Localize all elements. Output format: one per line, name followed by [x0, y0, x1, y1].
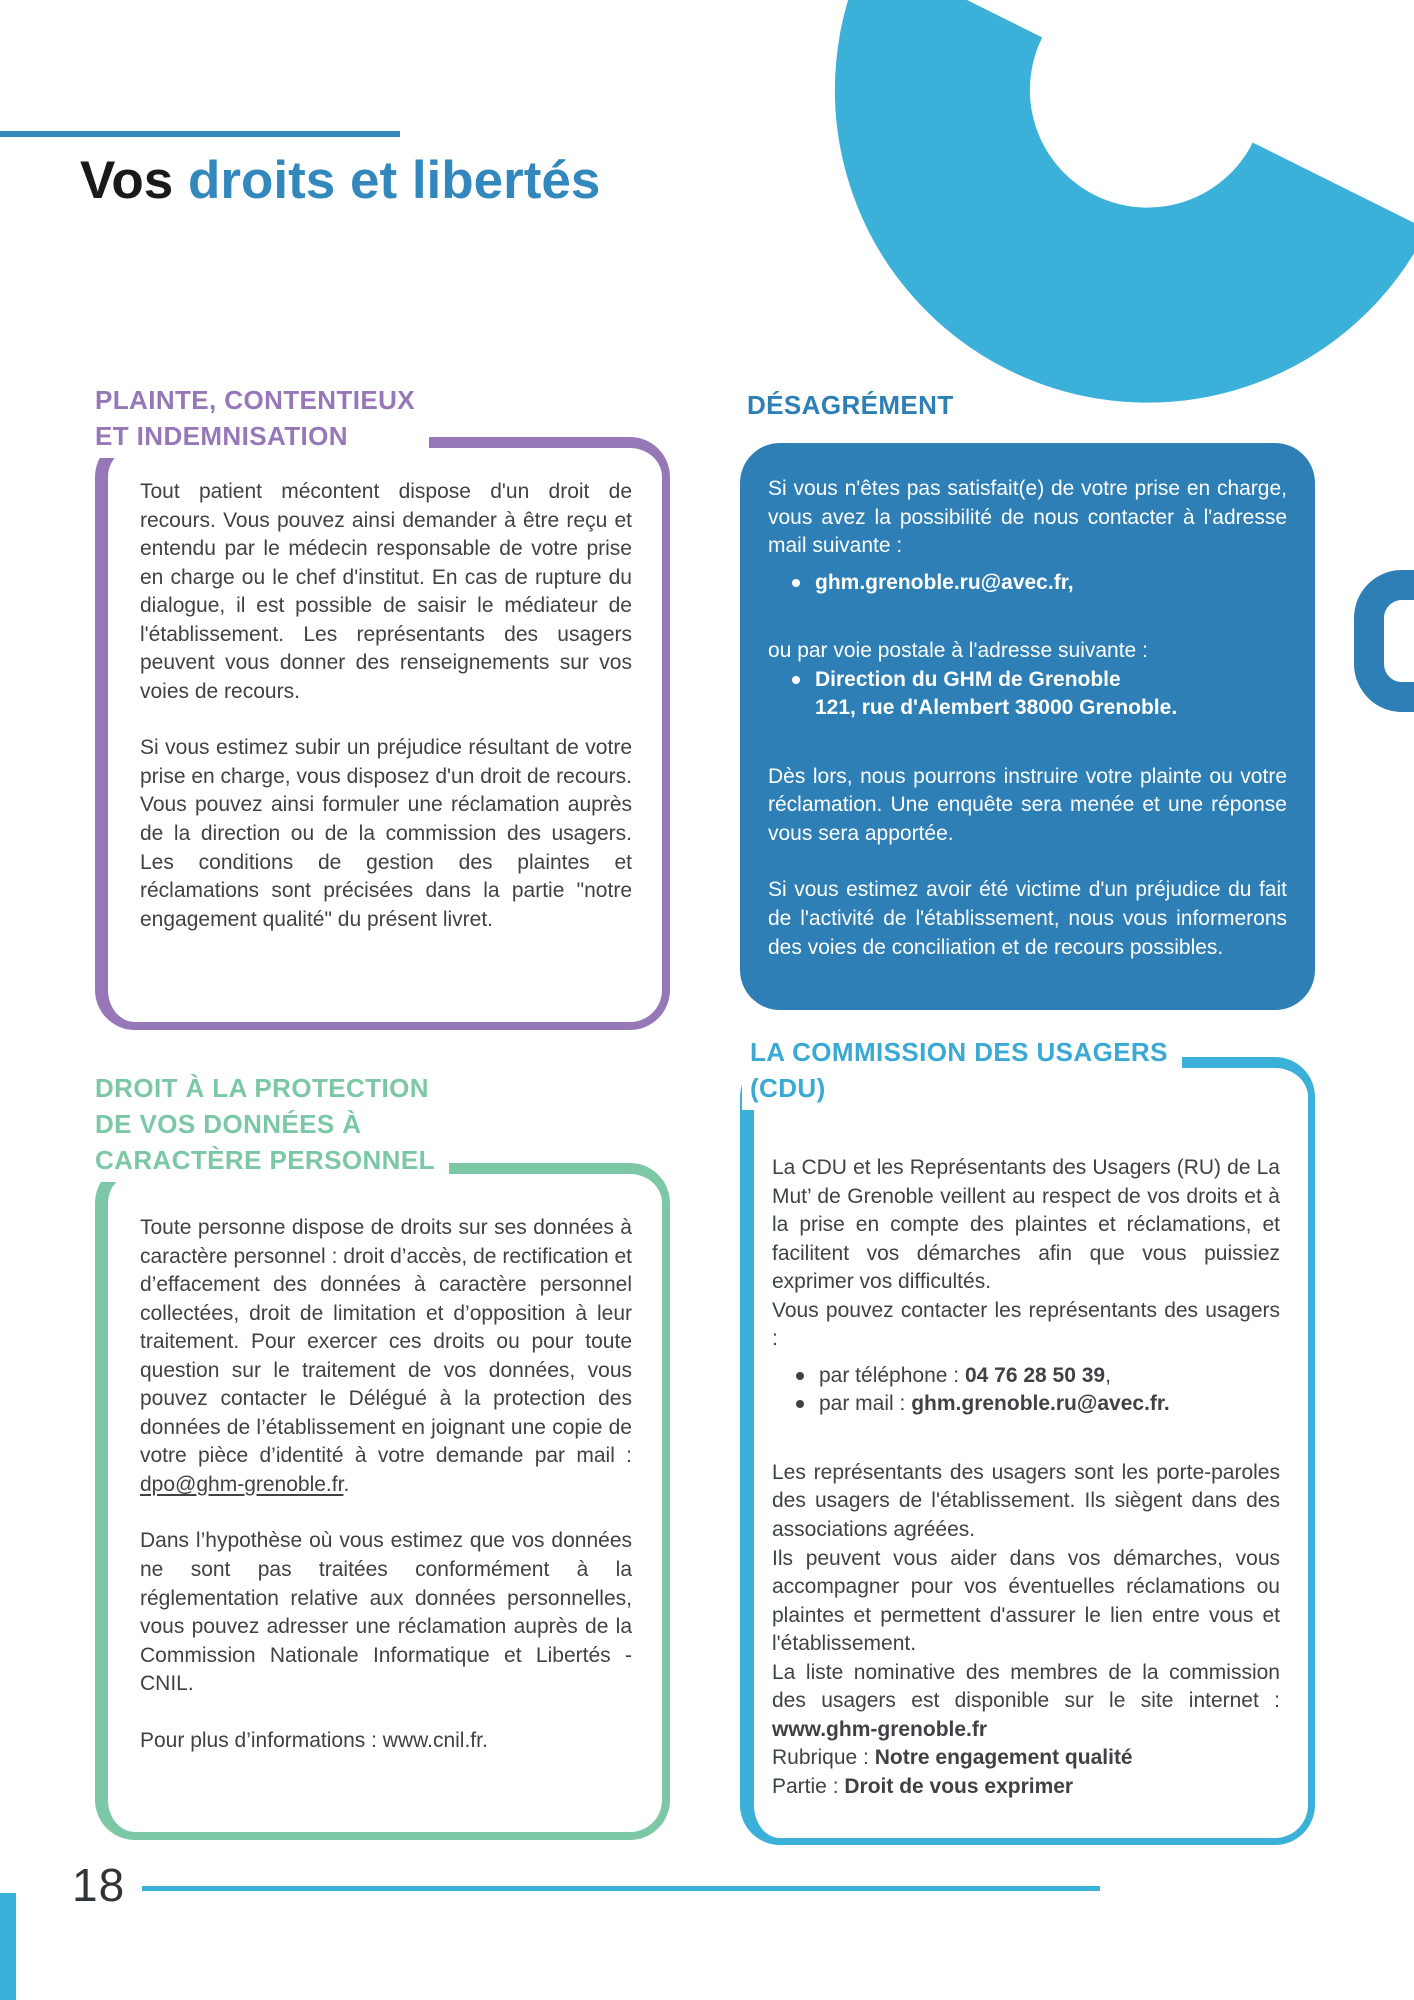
header-accent-line — [0, 131, 400, 137]
desagrement-paragraph-2: ou par voie postale à l'adresse suivante : — [768, 639, 1148, 663]
cdu-paragraph-6: Rubrique : Notre engagement qualité — [772, 1746, 1133, 1770]
cdu-paragraph-1: La CDU et les Représentants des Usagers (RU) de La Mut’ de Grenoble veillent au respect de vos droits et à la prise en compte des plaintes et réclamations, et facilitent vos démarches afin que vous puissiez exprimer vos difficultés. — [772, 1156, 1280, 1294]
desagrement-paragraph-1: Si vous n'êtes pas satisfait(e) de votre prise en charge, vous avez la possibilité de nous contacter à l'adresse mail suivante : — [768, 477, 1287, 558]
page-title — [80, 150, 600, 211]
donnees-paragraph-2: Dans l’hypothèse où vous estimez que vos données ne sont pas traitées conformément à la réglementation relative aux données personnelles, vous pouvez adresser une réclamation auprès de la Commission Nationale Informatique et Libertés - CNIL. — [140, 1529, 632, 1696]
desagrement-paragraph-4: Si vous estimez avoir été victime d'un préjudice du fait de l'activité de l'établissement, nous vous informerons des voies de conciliation et de recours possibles. — [768, 878, 1287, 959]
cdu-website-url: www.ghm-grenoble.fr — [772, 1717, 988, 1741]
plainte-paragraph-2: Si vous estimez subir un préjudice résultant de votre prise en charge, vous disposez d'un droit de recours. Vous pouvez ainsi formuler une réclamation auprès de la direction ou de la commission des usagers. Les conditions de gestion des plaintes et réclamations sont précisées dans la partie "notre engagement qualité" du présent livret. — [140, 736, 632, 931]
section-heading-desagrement: DÉSAGRÉMENT — [747, 390, 954, 420]
cdu-box — [740, 1057, 1315, 1845]
cdu-paragraph-4: Ils peuvent vous aider dans vos démarches, vous accompagner pour vos éventuelles réclamations ou plaintes et permettent d'assurer le lien entre vous et l'établissement. — [772, 1546, 1280, 1656]
plainte-paragraph-1: Tout patient mécontent dispose d'un droit de recours. Vous pouvez ainsi demander à être reçu et entendu par le médecin responsable de votre prise en charge ou le chef d'institut. En cas de rupture du dialogue, il est possible de saisir le médiateur de l'établissement. Les représentants des usagers peuvent vous donner des renseignements sur vos voies de recours. — [140, 480, 632, 703]
plainte-box — [95, 437, 670, 1030]
donnees-box — [95, 1163, 670, 1840]
footer-edge-bar — [0, 1893, 16, 2000]
desagrement-paragraph-3: Dès lors, nous pourrons instruire votre plainte ou votre réclamation. Une enquête sera menée et une réponse vous sera apportée. — [768, 764, 1287, 845]
postal-address: Direction du GHM de Grenoble 121, rue d'Alembert 38000 Grenoble. — [815, 667, 1178, 720]
donnees-paragraph-3: Pour plus d’informations : www.cnil.fr. — [140, 1728, 488, 1752]
page-title-blue: droits et libertés — [188, 151, 601, 210]
cdu-paragraph-5: La liste nominative des membres de la commission des usagers est disponible sur le site internet : www.ghm-grenoble.fr — [772, 1660, 1280, 1741]
page-title-black: Vos — [80, 151, 174, 210]
cdu-paragraph-7: Partie : Droit de vous exprimer — [772, 1774, 1074, 1798]
cdu-paragraph-3: Les représentants des usagers sont les porte-paroles des usagers de l'établissement. Ils siègent dans des associations agréées. — [772, 1460, 1280, 1542]
desagrement-box — [740, 443, 1315, 1010]
section-heading-plainte: PLAINTE, CONTENTIEUX ET INDEMNISATION — [85, 380, 429, 458]
cdu-phone-number: 04 76 28 50 39 — [964, 1363, 1106, 1387]
donnees-paragraph-1: Toute personne dispose de droits sur ses données à caractère personnel : droit d’accès, de rectification et d’effacement des données à caractère personnel collectées, droit de limitation et d’opposition à leur traitement. Pour exercer ces droits ou pour toute question sur le traitement de vos données, vous pouvez contacter le Délégué à la protection des données de l’établissement en joignant une copie de votre pièce d’identité à votre demande par mail : dpo@ghm-grenoble.fr. — [140, 1216, 632, 1496]
contact-email: ghm.grenoble.ru@avec.fr, — [815, 570, 1074, 594]
cdu-bullet-phone: par téléphone : 04 76 28 50 39, — [772, 1362, 1280, 1391]
cdu-email: ghm.grenoble.ru@avec.fr. — [911, 1392, 1170, 1416]
dpo-email-link[interactable]: dpo@ghm-grenoble.fr — [140, 1472, 344, 1496]
edge-hook-icon — [1369, 585, 1414, 697]
cdu-paragraph-2: Vous pouvez contacter les représentants des usagers : — [772, 1298, 1280, 1351]
bullet-dot-icon — [796, 1400, 804, 1408]
desagrement-bullet-email — [768, 569, 1287, 598]
section-heading-cdu: LA COMMISSION DES USAGERS (CDU) — [742, 1032, 1182, 1110]
bullet-dot-icon — [792, 676, 800, 684]
corner-ring-icon — [932, 0, 1340, 305]
desagrement-bullet-address — [768, 666, 1287, 723]
bullet-dot-icon — [796, 1372, 804, 1380]
cdu-bullet-mail: par mail : ghm.grenoble.ru@avec.fr. — [772, 1390, 1280, 1419]
section-heading-donnees: DROIT À LA PROTECTION DE VOS DONNÉES À CARACTÈRE PERSONNEL — [85, 1068, 449, 1182]
page-number: 18 — [72, 1859, 126, 1911]
bullet-dot-icon — [792, 579, 800, 587]
footer-accent-line — [142, 1886, 1100, 1891]
